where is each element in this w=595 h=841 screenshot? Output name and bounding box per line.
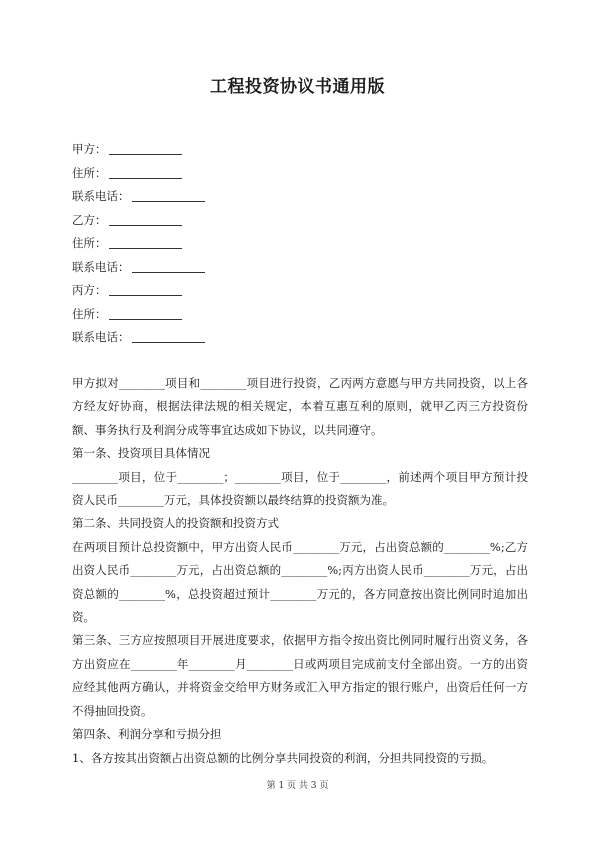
- fill-blank: [109, 211, 182, 226]
- article-2-heading: 第二条、共同投资人的投资额和投资方式: [72, 516, 279, 531]
- party-b-name-line: [72, 209, 532, 233]
- article-1-paragraph: ________项目，位于________；________项目，位于________，前述两个项目甲方预计投资人民币________万元，具体投资额以最终结算的投资额为准。: [72, 469, 528, 508]
- fill-blank: [109, 305, 182, 320]
- field-label: 丙方：: [72, 283, 107, 297]
- party-b-phone-line: [72, 256, 532, 280]
- preamble-paragraph: 甲方拟对________项目和________项目进行投资，乙丙两方意愿与甲方共同投资，以上各方经友好协商，根据法律法规的相关规定，本着互惠互利的原则，就甲乙丙三方投资份额、事务执行及利润分成等事宜达成如下协议，以共同遵守。: [72, 376, 528, 437]
- article-4-heading: 第四条、利润分享和亏损分担: [72, 727, 222, 742]
- fill-blank: [109, 281, 182, 296]
- party-a-name-line: [72, 138, 532, 162]
- article-1-heading: 第一条、投资项目具体情况: [72, 446, 210, 461]
- party-a-address-line: [72, 162, 532, 186]
- fill-blank: [109, 234, 182, 249]
- party-info-block: [72, 138, 532, 350]
- article-4-clause-1: 1、各方按其出资额占出资总额的比例分享共同投资的利润，分担共同投资的亏损。: [72, 750, 494, 765]
- field-label: 乙方：: [72, 212, 107, 227]
- fill-blank: [109, 140, 182, 155]
- field-label: 联系电话：: [72, 259, 130, 274]
- page-number-footer: 第 1 页 共 3 页: [266, 781, 329, 791]
- fill-blank: [132, 258, 205, 273]
- field-label: 住所：: [72, 306, 107, 321]
- party-c-phone-line: [72, 326, 532, 350]
- party-a-phone-line: [72, 185, 532, 209]
- field-label: 住所：: [72, 236, 107, 250]
- article-2-paragraph: 在两项目预计总投资额中，甲方出资人民币________万元，占出资总额的________%;乙方出资人民币________万元，占出资总额的________%;丙方出资人民币________万元，占出资总额的________%，总投资超过预计________万元的，各方同意按出资比例同时追加出资。: [72, 539, 528, 625]
- document-title: 工程投资协议书通用版: [210, 77, 385, 97]
- field-label: 联系电话：: [72, 330, 130, 344]
- agreement-body: [72, 372, 528, 770]
- fill-blank: [132, 187, 205, 202]
- fill-blank: [132, 328, 205, 343]
- party-c-address-line: [72, 303, 532, 327]
- party-c-name-line: [72, 279, 532, 303]
- field-label: 甲方：: [72, 142, 107, 156]
- field-label: 联系电话：: [72, 189, 130, 203]
- field-label: 住所：: [72, 165, 107, 180]
- fill-blank: [109, 164, 182, 179]
- party-b-address-line: [72, 232, 532, 256]
- article-3-paragraph: 第三条、三方应按照项目开展进度要求，依据甲方指令按出资比例同时履行出资义务，各方出资应在________年________月________日或两项目完成前支付全部出资。一方的出资应经其他两方确认，并将资金交给甲方财务或汇入甲方指定的银行账户，出资后任何一方不得抽回投资。: [72, 633, 528, 718]
